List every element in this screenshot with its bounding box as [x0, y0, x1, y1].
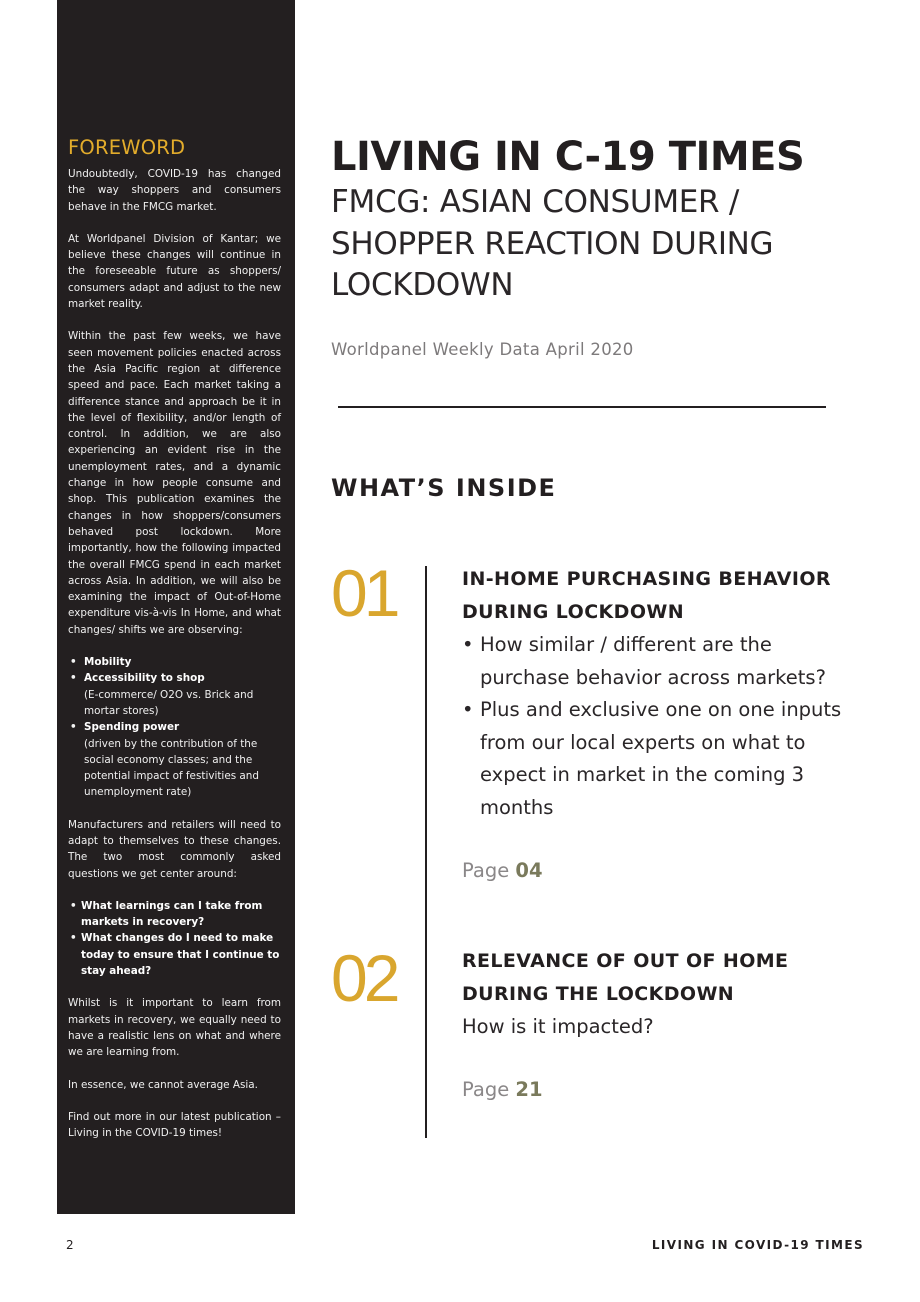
- section-number: 02: [331, 941, 397, 1015]
- foreword-paragraph: Find out more in our latest publication – Living in the COVID-19 times!: [68, 1110, 281, 1140]
- footer-running-title: LIVING IN COVID-19 TIMES: [651, 1238, 864, 1252]
- factor-item: [68, 719, 281, 800]
- factor-label: Accessibility to shop: [84, 672, 205, 685]
- footer-page-number: 2: [66, 1238, 74, 1252]
- page-reference: [462, 1078, 543, 1101]
- factor-label: Spending power: [84, 721, 180, 734]
- page-label: Page: [462, 1078, 510, 1101]
- section-title-line: RELEVANCE OF OUT OF HOME: [462, 950, 789, 972]
- data-source-line: Worldpanel Weekly Data April 2020: [331, 340, 634, 359]
- subtitle-line: SHOPPER REACTION DURING: [331, 225, 774, 262]
- foreword-sidebar: [57, 0, 295, 1214]
- page-subtitle: [331, 182, 831, 307]
- divider: [338, 406, 826, 408]
- foreword-content: [68, 136, 281, 1157]
- section-title-line: DURING LOCKDOWN: [462, 601, 685, 623]
- subtitle-line: LOCKDOWN: [331, 267, 514, 303]
- section-body: [462, 629, 862, 824]
- whats-inside-heading: WHAT’S INSIDE: [331, 474, 557, 502]
- foreword-paragraph: Manufacturers and retailers will need to adapt to themselves to these changes. The two most commonly asked questions we get center around:: [68, 818, 281, 880]
- vertical-divider: [425, 566, 427, 1138]
- question-text: • What learnings can I take from markets in recovery?: [81, 899, 263, 929]
- factor-list: [68, 654, 281, 801]
- foreword-paragraph: At Worldpanel Division of Kantar; we believe these changes will continue in the foreseeable future as shoppers/ consumers adapt and adjust to the new market reality.: [68, 232, 281, 311]
- question-list: [68, 898, 281, 979]
- section-title-line: IN-HOME PURCHASING BEHAVIOR: [462, 568, 831, 590]
- bullet-item: • Plus and exclusive one on one inputs from our local experts on what to expect in market in the coming 3 months: [462, 694, 862, 824]
- page-number-ref: 21: [515, 1078, 543, 1101]
- factor-item: [68, 654, 281, 670]
- page-label: Page: [462, 859, 510, 882]
- foreword-paragraph: In essence, we cannot average Asia.: [68, 1078, 258, 1091]
- factor-label: Mobility: [84, 656, 132, 669]
- factor-detail: (E-commerce/ O2O vs. Brick and mortar stores): [84, 688, 254, 717]
- foreword-heading: FOREWORD: [68, 136, 186, 159]
- question-item: [68, 930, 281, 979]
- page-title: LIVING IN C-19 TIMES: [331, 134, 805, 180]
- factor-detail: (driven by the contribution of the social economy classes; and the potential impact of festivities and unemployment rate): [84, 737, 259, 799]
- section-bullets: [462, 629, 862, 824]
- page-number-ref: 04: [515, 859, 543, 882]
- section-title: [462, 945, 788, 1011]
- bullet-item: • How similar / different are the purchase behavior across markets?: [462, 629, 862, 694]
- foreword-paragraph: Within the past few weeks, we have seen movement policies enacted across the Asia Pacific region at difference speed and pace. Each market taking a difference stance and approach be it in the level of flexibility, and/or length of control. In addition, we are also experiencing an evident rise in the unemployment rates, and a dynamic change in how people consume and shop. This publication examines the changes in how shoppers/consumers behaved post lockdown. More importantly, how the following impacted the overall FMCG spend in each market across Asia. In addition, we will also be examining the impact of Out-of-Home expenditure vis-à-vis In Home, and what changes/ shifts we are observing:: [68, 330, 281, 636]
- factor-item: [68, 670, 281, 719]
- section-number: 01: [331, 556, 397, 630]
- subtitle-line: FMCG: ASIAN CONSUMER /: [331, 184, 739, 220]
- section-title: [462, 563, 831, 629]
- section-title-line: DURING THE LOCKDOWN: [462, 983, 735, 1005]
- section-body: How is it impacted?: [462, 1015, 654, 1038]
- foreword-paragraph: Undoubtedly, COVID-19 has changed the way shoppers and consumers behave in the FMCG market.: [68, 168, 281, 213]
- question-text: • What changes do I need to make today to ensure that I continue to stay ahead?: [81, 932, 280, 978]
- question-item: [68, 898, 281, 931]
- page-reference: [462, 859, 543, 882]
- foreword-paragraph: Whilst is it important to learn from markets in recovery, we equally need to have a realistic lens on what and where we are learning from.: [68, 997, 281, 1059]
